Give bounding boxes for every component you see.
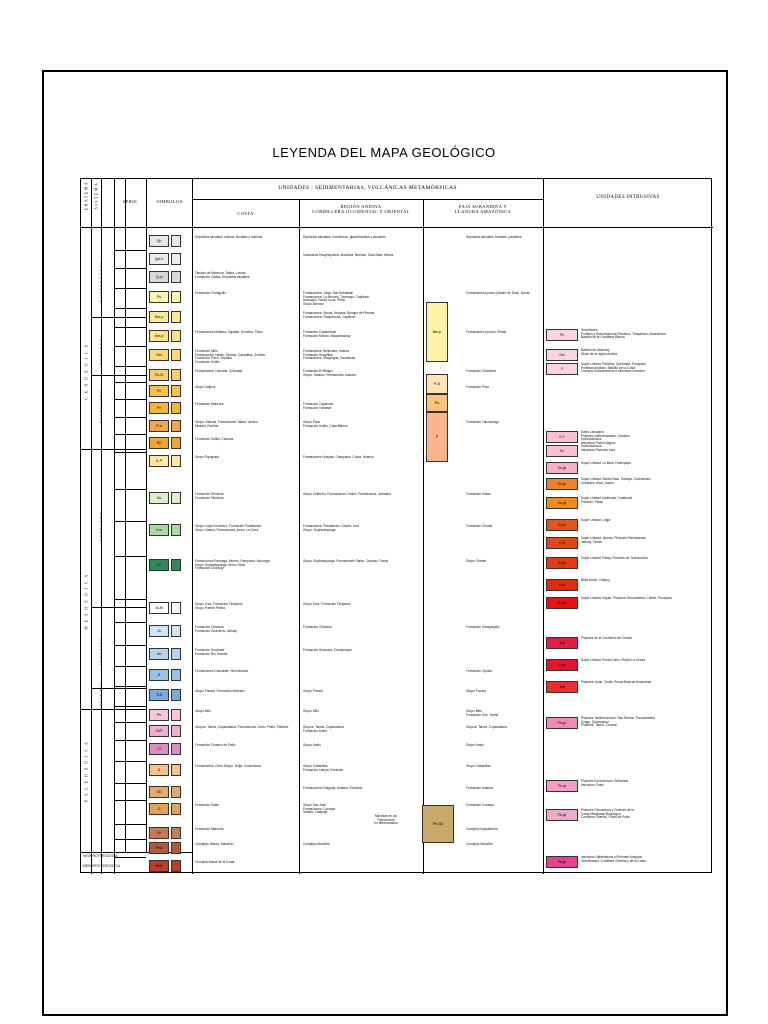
unit-symbol: O: [149, 803, 169, 815]
system-divider: [91, 607, 146, 608]
header-simbolos: SIMBOLOS: [156, 199, 183, 204]
andina-text: Grupos: Tarma, Copacabana Formación Ambo: [303, 725, 344, 733]
andina-text: Volcánicos Huaynaputina, Andahua, Barroso, Sara Sara, Misma: [303, 253, 394, 257]
intrusive-text: Super Unidad: Jecuan, Plutones Pachacamac Jahuay, Tambo: [581, 536, 647, 544]
intrusive-symbol: Ki-gd: [546, 557, 578, 569]
andina-text: Formaciones: Junja, San Sebastián Formaciones: La Merced, Tulumayo, Capillune Arahuayo, Santa Lucía, Pichu Grupo Barroso: [303, 291, 369, 306]
system-cuaternario: CUATERNARIO: [99, 260, 103, 302]
unit-symbol-tag: [171, 235, 181, 247]
faja-unit-box: Po: [426, 394, 448, 412]
unit-symbol: Ps: [149, 291, 169, 303]
intrusive-text: Super Unidad: Incahuasi, Cotahuasi Pacarán, Patap: [581, 496, 633, 504]
costa-text: Formación Millo Formaciones: Heath, Zorritos, Cardalitos, Zorritos Formación Pisco, Zapallal Formación Sotillo: [195, 349, 265, 364]
row-line: [114, 783, 146, 784]
costa-text: Depósitos aluviales, eólicos, fluviales y marinos: [195, 235, 263, 239]
andina-text: Formación Socosani, Cercapuquio: [303, 648, 352, 652]
andina-text: Grupo San José Formaciones: Contaya Sandia, Calapuja: [303, 803, 336, 815]
unit-symbol: TrJi: [149, 689, 169, 701]
andina-text: Depósitos aluviales, morrénicos, glaciofluviales y lacustres: [303, 235, 386, 239]
costa-text: Formación Chaleco de Paño: [195, 743, 236, 747]
andina-text: Grupo Puno Formación Sotillo, Casa Blanca: [303, 420, 348, 428]
intrusive-symbol: Ps-gr: [546, 717, 578, 729]
row-line: [192, 199, 543, 200]
costa-text: Grupo Mitu: [195, 709, 211, 713]
system-triasico: TRIASICO: [99, 681, 103, 711]
era-divider: [81, 449, 146, 450]
row-line: [114, 346, 146, 347]
faja-text: Formación Yahuarango: [466, 420, 500, 424]
unit-symbol-tag: [171, 860, 181, 872]
col-line: [192, 179, 193, 874]
costa-text: Grupos: Tarma, Copacabana, Formaciones: Cerro Prieto, Pallares: [195, 725, 289, 729]
intrusive-text: Intrusivos Ultrabásicos y Plutones Antiguos Granitizados, Cordillera Oriental y de la Costa: [581, 855, 646, 863]
col-line: [125, 179, 126, 852]
intrusive-symbol: Ks-gd: [546, 462, 578, 474]
header-eratema: ERATEMA: [83, 180, 89, 211]
costa-text: Complejo Basal de la Costa: [195, 860, 235, 864]
unit-symbol: Nm: [149, 349, 169, 361]
costa-text: Grupo Copa Sombrero, Formación Pariatambo Grupo Casma, Formaciones Junco, La Zorra: [195, 524, 262, 532]
faja-text: Formación Chonta: [466, 524, 493, 528]
costa-text: Formación Redondo Formación Tablones: [195, 492, 224, 500]
intrusive-symbol: Ki-tn: [546, 579, 578, 591]
era-divider: [81, 709, 146, 710]
col-line: [91, 179, 92, 874]
intrusive-symbol: Ji-gr: [546, 637, 578, 649]
unit-symbol: Ps: [149, 709, 169, 721]
unit-symbol-tag: [171, 602, 181, 614]
col-line: [299, 199, 300, 874]
faja-text: Complejo Marañón: [466, 842, 493, 846]
intrusive-text: Super Unidad: Pativilca, Quebrada, Pucayacu Porfiritas Andinas, Batolito de la Costa Cuerpos Subvolcánicos e intrusivos menores: [581, 362, 646, 374]
legend-title: LEYENDA DEL MAPA GEOLÓGICO: [272, 145, 496, 160]
costa-text: Formaciones Chocolate, Sinemuriano: [195, 669, 249, 673]
andina-text: Complejo Marañón: [303, 842, 330, 846]
faja-text: Grupo Mitu Formación Ene, Tarma: [466, 709, 499, 717]
era-mesozoica: M E S O Z O I C A: [83, 573, 89, 630]
row-line: [114, 666, 146, 667]
andina-text: Grupo Yura, Formación Tinajones: [303, 602, 351, 606]
andina-text: Formaciones: Pariatambo, Chulec, Inca Grupo: Goyllarisquizga: [303, 524, 359, 532]
faja-text: Grupo Oriente: [466, 559, 487, 563]
col-line: [423, 199, 424, 874]
faja-text: Formación Chambira: [466, 369, 496, 373]
intrusive-symbol: Pe-gn: [546, 856, 578, 868]
neoproterozoica-label: NEOPROTEROZOICA: [83, 854, 118, 858]
system-divider: [91, 375, 146, 376]
unit-symbol-tag: [171, 291, 181, 303]
unit-symbol-tag: [171, 524, 181, 536]
row-line: [114, 761, 146, 762]
system-neogeno: NEOGENO: [99, 337, 103, 365]
costa-text: Formación Mancora: [195, 402, 224, 406]
intrusive-text: Super Unidad: Sayán, Plutones Churubamba, Chillón, Pucayacu: [581, 596, 673, 600]
unit-symbol-tag: [171, 311, 181, 323]
header-region-andina: REGIÓN ANDINA CORDILLERA OCCIDENTAL Y ORIENTAL: [312, 204, 410, 214]
row-line: [114, 706, 146, 707]
intrusive-symbol: Ji-di: [546, 681, 578, 693]
unit-symbol: Nm-p: [149, 330, 169, 342]
unit-symbol-tag: [171, 559, 181, 571]
intrusive-text: Batolito de Abancay Stock de la región Andina: [581, 348, 618, 356]
faja-text: Formaciones Ipururo, Pebas: [466, 330, 507, 334]
intrusive-text: Sales Lanasaes Plutones indiferenciados, Granitos Subvolcánicos Intrusivos Pluton Baguio: [581, 430, 630, 445]
costa-text: Complejo: Basco, Marañón: [195, 842, 234, 846]
unit-symbol-tag: [171, 709, 181, 721]
andina-text: Formación Chicama: [303, 625, 332, 629]
unit-symbol: Pp: [149, 437, 169, 449]
row-line: [114, 308, 146, 309]
intrusive-text: Plutones: Acari, Chala, Rocas Básicas tempranas: [581, 680, 652, 684]
intrusive-text: Plutones de la Cordillera del Cóndor: [581, 636, 633, 640]
unit-symbol-tag: [171, 743, 181, 755]
intrusive-symbol: Ki-di: [546, 537, 578, 549]
unit-symbol: Js-Ki: [149, 602, 169, 614]
unit-symbol-tag: [171, 271, 181, 283]
costa-text: Tablazo de Máncora, Talara, Lomas Formación Caleta, Depósitos aluviales: [195, 271, 250, 279]
unit-symbol: Km: [149, 524, 169, 536]
row-line: [114, 740, 146, 741]
faja-unit-box: Nm-p: [426, 302, 448, 362]
andina-text: Grupo Celendín, Formaciones Chúlec, Pariahuanca, Jumasha: [303, 492, 391, 496]
mesoproterozoica-label: MESOPROTEROZOICA: [83, 864, 121, 868]
unit-symbol: SD: [149, 786, 169, 798]
faja-text: Complejo Iscaybamba: [466, 827, 498, 831]
header-intrusivas: UNIDADES INTRUSIVAS: [596, 195, 660, 200]
header-sistema: SISTEMA: [93, 181, 99, 210]
row-line: [114, 622, 146, 623]
unit-symbol-tag: [171, 725, 181, 737]
andina-text: Grupo Ambo: [303, 743, 321, 747]
header-costa: COSTA: [237, 211, 254, 216]
intrusive-symbol: Ks: [546, 445, 578, 457]
row-line: [114, 452, 146, 453]
unit-symbol: Pe: [149, 827, 169, 839]
costa-text: Formaciones: Camana, Chilcatay: [195, 369, 243, 373]
intrusive-symbol: P: [546, 363, 578, 375]
row-line: [114, 366, 146, 367]
unit-symbol-tag: [171, 764, 181, 776]
unit-symbol-tag: [171, 827, 181, 839]
unit-symbol: K-P: [149, 455, 169, 467]
unit-symbol: Pe: [149, 385, 169, 397]
system-paleogeno: PALEOGENO: [99, 388, 103, 424]
row-line: [114, 556, 146, 557]
faja-text: Formación Oyotún: [466, 669, 493, 673]
unit-symbol-tag: [171, 420, 181, 432]
faja-unit-box: P: [426, 412, 448, 462]
costa-text: Formaciones Pananga, Muerto, Pamplona, Atocongo Grupo Goyllarisquizga, Morro Solar Formación Chancay: [195, 559, 270, 571]
intrusive-text: Subvolcánicos Intrusivos Plutones Inca: [581, 444, 615, 452]
costa-text: Formación Chicama Formación Guaneros, Jahuay: [195, 625, 237, 633]
faja-text: Grupo Pucará: [466, 689, 486, 693]
andina-text: Formaciones: Senca, Huaylas, Bosque de Piedras Formaciones: Pisquicocha, Capillune: [303, 311, 375, 319]
intrusive-symbol: K-P: [546, 431, 578, 443]
intrusive-text: Plutones Cenozoicos y Gneises de la Costa Meridional Moquegua Cordillera Oriental, Gneis de Paita: [581, 808, 634, 820]
header-serie: SERIE: [122, 199, 138, 204]
row-line: [114, 417, 146, 418]
unit-symbol-tag: [171, 455, 181, 467]
andina-text: Grupo Cabanillas Formación Lampa, Excelsior: [303, 764, 344, 772]
unit-symbol-tag: [171, 437, 181, 449]
row-line: [114, 824, 146, 825]
unit-symbol-tag: [171, 625, 181, 637]
unit-symbol: Pe: [149, 402, 169, 414]
unit-symbol: Q-pl: [149, 271, 169, 283]
intrusive-text: Super Unidad: Santa Rosa, Tiabaya, Cochahuasi Unidades: Atico, Ancon: [581, 477, 651, 485]
system-divider: [91, 317, 146, 318]
intrusive-symbol: Pe-gd: [546, 809, 578, 821]
unit-symbol-tag: [171, 385, 181, 397]
unit-symbol: Ci: [149, 743, 169, 755]
unit-symbol: Qpl-h: [149, 253, 169, 265]
intrusive-text: Super Unidad: Linga: [581, 518, 611, 522]
row-line: [114, 645, 146, 646]
andina-text: Grupo Pucará: [303, 689, 323, 693]
unit-symbol: P-e: [149, 420, 169, 432]
unit-symbol-tag: [171, 842, 181, 854]
unit-symbol: CsP: [149, 725, 169, 737]
costa-text: Formación Sotillo, Camana: [195, 437, 234, 441]
costa-text: Grupo Pucará, Formación Machani: [195, 689, 245, 693]
andina-text: Formaciones Chagrapi, Ananea, Excelsior: [303, 786, 363, 790]
intrusive-symbol: Nm: [546, 349, 578, 361]
costa-text: Formaciones: Cerro Negro, Tarija, Cocachacra: [195, 764, 261, 768]
col-line: [543, 179, 544, 874]
intrusive-text: Plutones Tardihercínicos: San Ramón, Paucartambo Zongo, Quimsacruz Plutones: Tarma, Carrizal: [581, 716, 656, 728]
row-line: [114, 489, 146, 490]
unit-symbol: PeA: [149, 860, 169, 872]
intrusive-symbol: Ki-gb: [546, 597, 578, 609]
row-line: [81, 227, 713, 228]
andina-text: Formación Cayancas Formación Yumaste: [303, 402, 334, 410]
intrusive-symbol: Ks-gd: [546, 497, 578, 509]
unit-symbol: D: [149, 764, 169, 776]
intrusive-symbol: Ji-gd: [546, 659, 578, 671]
costa-text: Grupo Yura, Formación Tinajones Grupo Puente Piedra: [195, 602, 243, 610]
faja-text: Formación Sarayaquillo: [466, 625, 500, 629]
unit-symbol: PeA: [149, 842, 169, 854]
row-line: [114, 268, 146, 269]
faja-unit-box: P-N: [426, 374, 448, 394]
unit-symbol: Qh: [149, 235, 169, 247]
system-divider: [91, 688, 146, 689]
row-line: [114, 839, 146, 840]
header-faja: FAJA SUBANDINA Y LLANURA AMAZÓNICA: [454, 204, 512, 214]
andina-text: Formaciones: Bellavista, Huanta Formación Huaylillas Formaciones: Moquegua, Caudalosa: [303, 349, 356, 361]
intrusive-symbol: Ps: [546, 329, 578, 341]
faja-text: Depósitos aluviales, fluviales, palustres: [466, 235, 522, 239]
faja-text: Grupo Cabanillas: [466, 764, 491, 768]
unit-symbol-tag: [171, 369, 181, 381]
row-line: [114, 722, 146, 723]
col-line: [114, 179, 115, 874]
andina-text: Formación El Milagro Grupo: Tacaza, Formaciones Ananea: [303, 369, 356, 377]
header-unidades: UNIDADES : SEDIMENTARIAS, VOLCÁNICAS METAMÓRFICAS: [278, 185, 457, 191]
unit-symbol: Ki: [149, 559, 169, 571]
row-line: [114, 599, 146, 600]
intrusive-text: Bella Unión, Calipuy: [581, 578, 610, 582]
unit-symbol-tag: [171, 786, 181, 798]
middle-box-symbol: Pe-Oc: [422, 805, 454, 843]
faja-text: Formación Contaya: [466, 803, 494, 807]
unit-symbol: Ks: [149, 492, 169, 504]
row-line: [114, 686, 146, 687]
unit-symbol: Js: [149, 625, 169, 637]
unit-symbol-tag: [171, 402, 181, 414]
row-line: [114, 521, 146, 522]
intrusive-symbol: Ks-gr: [546, 478, 578, 490]
faja-text: Formación Ananea: [466, 786, 493, 790]
row-line: [114, 800, 146, 801]
system-cretaceo: CRETACEO: [99, 510, 103, 542]
faja-text: Formaciones Ipururo (Madre de Dios), Nauta: [466, 291, 530, 295]
unit-symbol-tag: [171, 669, 181, 681]
faja-text: Grupos: Tarma, Copacabana: [466, 725, 507, 729]
row-line: [114, 288, 146, 289]
row-line: [114, 382, 146, 383]
unit-symbol: Jm: [149, 648, 169, 660]
faja-text: Formación Pozo: [466, 385, 490, 389]
intrusive-text: Plutones Eohercínicos: Bellavista Intrusivos Gneis: [581, 779, 629, 787]
unit-symbol-tag: [171, 492, 181, 504]
unit-symbol: Ji: [149, 669, 169, 681]
faja-text: Grupo Ambo: [466, 743, 484, 747]
andina-text: Grupo Goyllarisquizga, Formaciones Santa, Carhuaz, Farrat: [303, 559, 389, 563]
andina-text: Formaciones Huaylas, Casapalca, Chota, Huanca: [303, 455, 374, 459]
unit-symbol-tag: [171, 689, 181, 701]
costa-text: Grupo Calipuy: [195, 385, 216, 389]
row-line: [114, 434, 146, 435]
costa-text: Formación Salas: [195, 803, 219, 807]
unit-symbol-tag: [171, 253, 181, 265]
andina-text: Formación Capiamanaí Formación Moroto, Maquimachay: [303, 330, 351, 338]
legend-table: [80, 178, 712, 873]
intrusive-text: Super Unidad: Patap, Plutones de Yarinacocha: [581, 556, 648, 560]
unit-symbol: Po-N: [149, 369, 169, 381]
costa-text: Grupo: Salinas, Formaciones Talara, Verdún Mirador, Pariñas: [195, 420, 258, 428]
system-jurasico: JURASICO: [99, 636, 103, 666]
unit-symbol-tag: [171, 803, 181, 815]
unit-symbol-tag: [171, 349, 181, 361]
intrusive-symbol: Ks-tn: [546, 519, 578, 531]
intrusive-symbol: Pe-gr: [546, 780, 578, 792]
costa-text: Formación Marcona: [195, 827, 224, 831]
costa-text: Formación Socosani Formación Río Grande: [195, 648, 228, 656]
row-line: [114, 857, 146, 858]
unit-symbol-tag: [171, 648, 181, 660]
unit-symbol: Nm-p: [149, 311, 169, 323]
costa-text: Formación Changuillo: [195, 291, 227, 295]
costa-text: Grupo Tiquepata: [195, 455, 219, 459]
faja-text: Formación Vivian: [466, 492, 491, 496]
andina-text: Grupo Mitu: [303, 709, 319, 713]
intrusive-text: Super Unidad: Punta Coles, Plutón La Choza: [581, 658, 645, 662]
unit-symbol-tag: [171, 330, 181, 342]
era-cenozoica: C E N O Z O I C A: [83, 343, 89, 400]
costa-text: Formaciones Montera, Zapallal, Hornillos, Pisco: [195, 330, 263, 334]
row-line: [114, 399, 146, 400]
middle-box-text: Milonitas en los Paleozoicos no diferenciados: [374, 814, 398, 826]
intrusive-text: Super Unidad: La Mina, Huampaya: [581, 461, 631, 465]
row-line: [114, 250, 146, 251]
intrusive-text: Granitoides Porfidos y Subvolcánicos Riolíticos, Traquíticos, Andesíticos Batolito de la Cordillera Blanca: [581, 328, 666, 340]
col-line: [146, 179, 147, 852]
era-paleozoica: P A L E O Z O I C A: [83, 740, 89, 803]
row-line: [114, 327, 146, 328]
